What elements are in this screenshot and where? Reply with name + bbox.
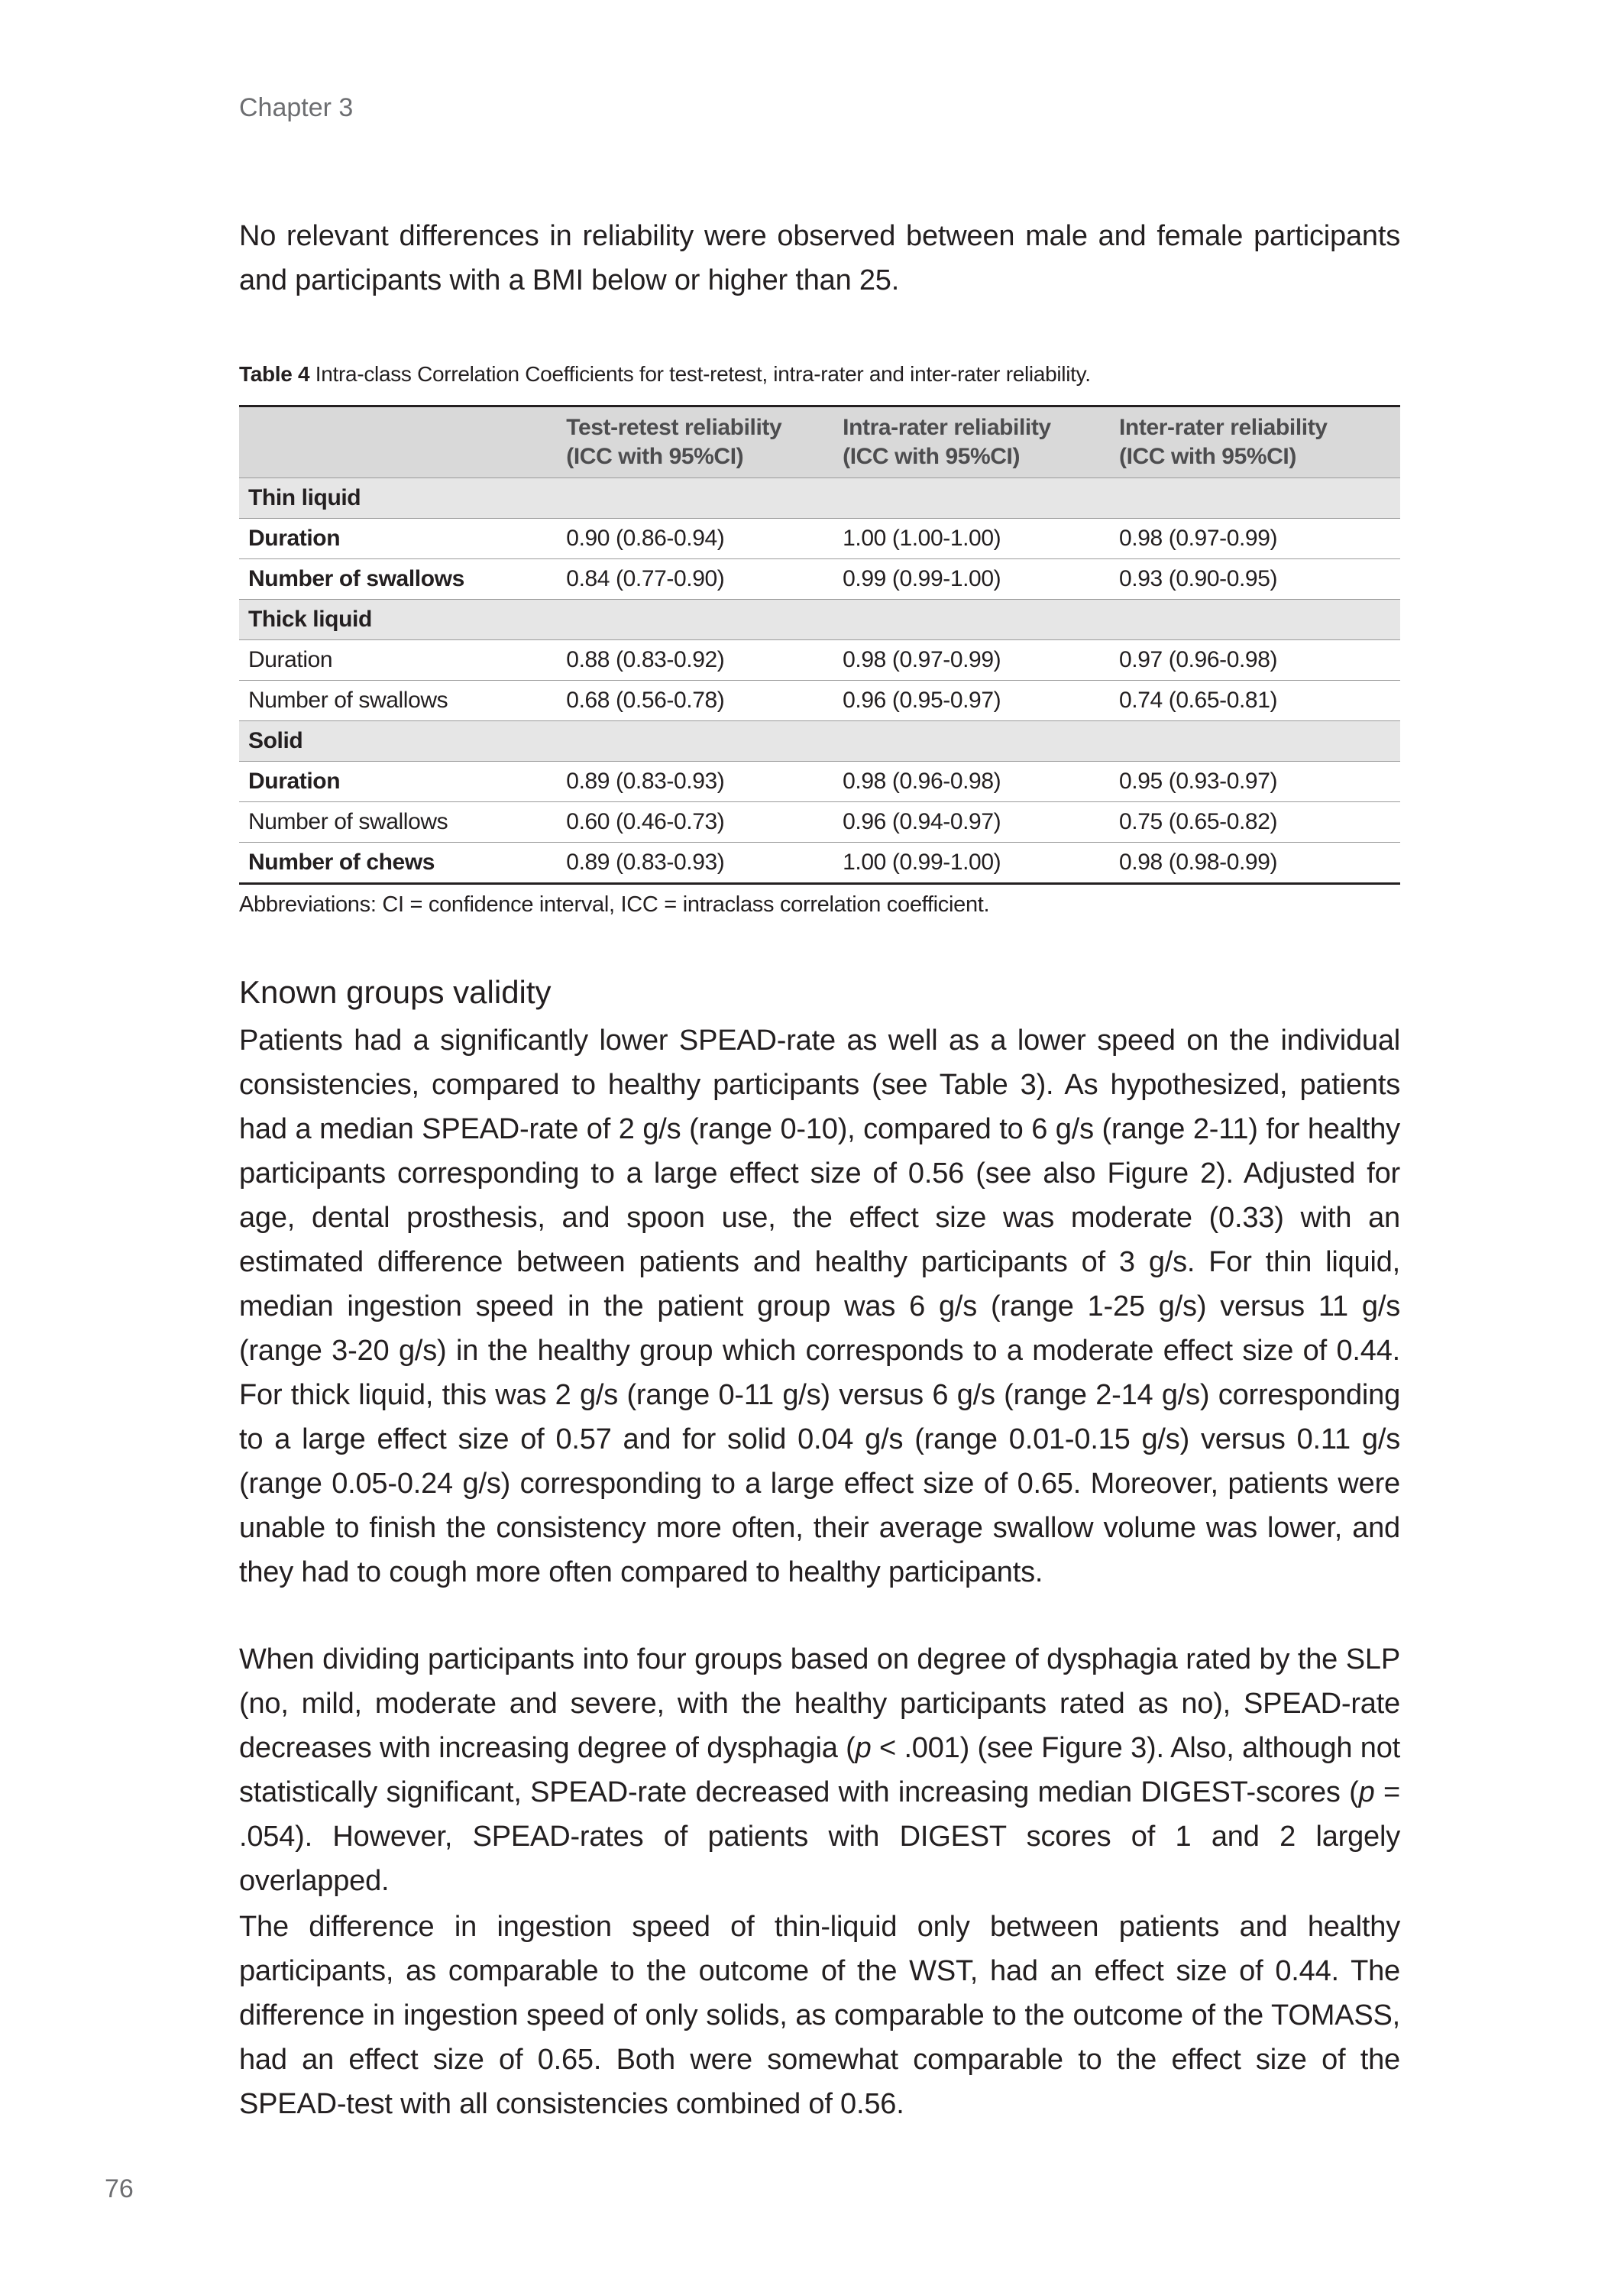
table-abbreviations: Abbreviations: CI = confidence interval, ICC = intraclass correlation coefficient. [239, 892, 990, 917]
table-row [239, 640, 1400, 681]
paragraph-text: When dividing participants into four groups based on degree of dysphagia rated by the SLP (no, mild, moderate and severe, with the healthy participants rated as no), SPEAD-rate decreases with increasing degree of dysphagia (p < .001) (see Figure 3). Also, although not statistically significant, SPEAD-rate decreased with increasing median DIGEST-scores (p = .054). However, SPEAD-rates of patients with DIGEST scores of 1 and 2 largely overlapped. [239, 1643, 1401, 1897]
row-label-cell: Thin liquid [239, 478, 557, 519]
paragraph-text: The difference in ingestion speed of thin-liquid only between patients and healthy participants, as comparable to the outcome of the WST, had an effect size of 0.44. The difference in ingestion speed of only solids, as comparable to the outcome of the TOMASS, had an effect size of 0.65. Both were somewhat comparable to the effect size of the SPEAD-test with all consistencies combined of 0.56. [239, 1911, 1400, 2120]
value-cell: 0.96 (0.95-0.97) [833, 681, 1110, 721]
header-line: Inter-rater reliability [1119, 415, 1328, 440]
value-cell: 0.74 (0.65-0.81) [1110, 681, 1400, 721]
value-cell: 1.00 (1.00-1.00) [833, 519, 1110, 559]
running-head: Chapter 3 [239, 93, 354, 122]
value-cell: 0.98 (0.97-0.99) [833, 640, 1110, 681]
p-value-symbol: p [1358, 1776, 1375, 1808]
section-paragraph-2 [239, 1637, 1400, 1903]
value-cell: 0.89 (0.83-0.93) [557, 762, 833, 802]
row-label-cell: Thick liquid [239, 600, 557, 640]
value-cell: 0.68 (0.56-0.78) [557, 681, 833, 721]
reliability-table [239, 405, 1400, 885]
value-cell [557, 721, 833, 762]
table-group-row [239, 478, 1400, 519]
value-cell: 0.84 (0.77-0.90) [557, 559, 833, 600]
value-cell: 1.00 (0.99-1.00) [833, 843, 1110, 884]
table-group-row [239, 721, 1400, 762]
page-number: 76 [105, 2174, 134, 2203]
table-caption [239, 362, 1091, 387]
table-row [239, 802, 1400, 843]
value-cell: 0.89 (0.83-0.93) [557, 843, 833, 884]
table-row [239, 519, 1400, 559]
value-cell [833, 478, 1110, 519]
table-row [239, 762, 1400, 802]
table-group-row [239, 600, 1400, 640]
table-row [239, 843, 1400, 884]
table-caption-label: Table 4 [239, 362, 310, 386]
header-line: (ICC with 95%CI) [1119, 444, 1296, 469]
value-cell [1110, 478, 1400, 519]
value-cell: 0.90 (0.86-0.94) [557, 519, 833, 559]
row-label-cell: Number of swallows [239, 802, 557, 843]
value-cell [557, 478, 833, 519]
table-body [239, 478, 1400, 884]
row-label-cell: Number of swallows [239, 681, 557, 721]
value-cell: 0.97 (0.96-0.98) [1110, 640, 1400, 681]
value-cell: 0.99 (0.99-1.00) [833, 559, 1110, 600]
header-cell [833, 406, 1110, 478]
value-cell [833, 600, 1110, 640]
header-cell [239, 406, 557, 478]
section-paragraph-3 [239, 1905, 1400, 2126]
value-cell: 0.98 (0.97-0.99) [1110, 519, 1400, 559]
paragraph-text: Patients had a significantly lower SPEAD-rate as well as a lower speed on the individual consistencies, compared to healthy participants (see Table 3). As hypothesized, patients had a median SPEAD-rate of 2 g/s (range 0-10), compared to 6 g/s (range 2-11) for healthy participants corresponding to a large effect size of 0.56 (see also Figure 2). Adjusted for age, dental prosthesis, and spoon use, the effect size was moderate (0.33) with an estimated difference between patients and healthy participants of 3 g/s. For thin liquid, median ingestion speed in the patient group was 6 g/s (range 1-25 g/s) versus 11 g/s (range 3-20 g/s) in the healthy group which corresponds to a moderate effect size of 0.44. For thick liquid, this was 2 g/s (range 0-11 g/s) versus 6 g/s (range 2-14 g/s) corresponding to a large effect size of 0.57 and for solid 0.04 g/s (range 0.01-0.15 g/s) versus 0.11 g/s (range 0.05-0.24 g/s) corresponding to a large effect size of 0.65. Moreover, patients were unable to finish the consistency more often, their average swallow volume was lower, and they had to cough more often compared to healthy participants. [239, 1025, 1400, 1588]
section-heading: Known groups validity [239, 974, 552, 1010]
value-cell: 0.60 (0.46-0.73) [557, 802, 833, 843]
row-label-cell: Number of chews [239, 843, 557, 884]
table-header-row [239, 406, 1400, 478]
table-caption-text: Intra-class Correlation Coefficients for test-retest, intra-rater and inter-rater reliability. [309, 362, 1091, 386]
header-cell [557, 406, 833, 478]
paragraph-text: No relevant differences in reliability were observed between male and female participants and participants with a BMI below or higher than 25. [239, 220, 1400, 296]
value-cell: 0.75 (0.65-0.82) [1110, 802, 1400, 843]
value-cell: 0.98 (0.96-0.98) [833, 762, 1110, 802]
row-label-cell: Solid [239, 721, 557, 762]
value-cell [1110, 721, 1400, 762]
header-cell [1110, 406, 1400, 478]
value-cell [833, 721, 1110, 762]
row-label-cell: Duration [239, 640, 557, 681]
p-value-symbol: p [855, 1732, 872, 1764]
header-line: (ICC with 95%CI) [843, 444, 1021, 469]
value-cell: 0.95 (0.93-0.97) [1110, 762, 1400, 802]
value-cell [1110, 600, 1400, 640]
value-cell: 0.88 (0.83-0.92) [557, 640, 833, 681]
table-row [239, 681, 1400, 721]
intro-paragraph [239, 214, 1400, 303]
value-cell: 0.93 (0.90-0.95) [1110, 559, 1400, 600]
table-row [239, 559, 1400, 600]
header-line: Intra-rater reliability [843, 415, 1051, 440]
section-paragraph-1 [239, 1018, 1400, 1594]
row-label-cell: Duration [239, 762, 557, 802]
row-label-cell: Number of swallows [239, 559, 557, 600]
header-line: Test-retest reliability [566, 415, 782, 440]
value-cell: 0.96 (0.94-0.97) [833, 802, 1110, 843]
value-cell [557, 600, 833, 640]
header-line: (ICC with 95%CI) [566, 444, 744, 469]
row-label-cell: Duration [239, 519, 557, 559]
value-cell: 0.98 (0.98-0.99) [1110, 843, 1400, 884]
